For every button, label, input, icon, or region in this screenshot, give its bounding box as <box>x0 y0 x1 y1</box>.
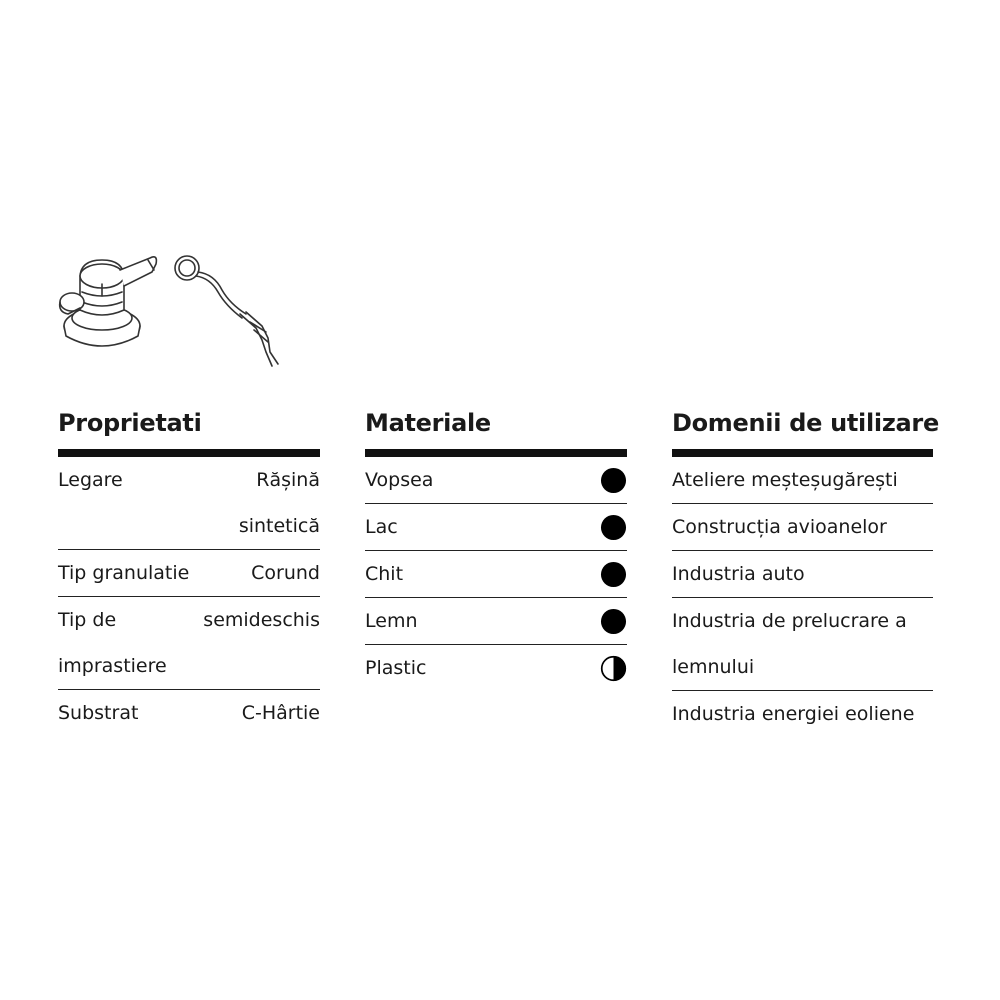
property-value: Rășină sintetică <box>238 469 320 537</box>
properties-heading-rule <box>58 449 320 457</box>
property-key: Legare <box>58 469 123 491</box>
material-row <box>365 645 627 691</box>
material-row <box>365 551 627 598</box>
property-value: C-Hârtie <box>241 702 320 724</box>
material-label: Chit <box>365 563 404 585</box>
half-circle-icon <box>600 655 627 682</box>
domain-item: Construcția avioanelor <box>672 504 933 551</box>
properties-heading: Proprietati <box>58 409 202 437</box>
domains-heading: Domenii de utilizare <box>672 409 939 437</box>
materials-heading-rule <box>365 449 627 457</box>
property-value: semideschis <box>203 609 320 631</box>
filled-circle-icon <box>600 467 627 494</box>
material-row <box>365 504 627 551</box>
domains-section <box>672 408 939 737</box>
property-row-grain <box>58 550 320 597</box>
property-value: Corund <box>251 562 320 584</box>
orbital-sander-icon <box>60 257 157 346</box>
material-label: Lac <box>365 516 398 538</box>
materials-section <box>365 408 627 691</box>
sanding-disc-icon <box>175 256 278 366</box>
filled-circle-icon <box>600 514 627 541</box>
properties-section <box>58 408 320 736</box>
material-row <box>365 457 627 504</box>
materials-heading: Materiale <box>365 409 491 437</box>
domain-item: Industria energiei eoliene <box>672 703 915 725</box>
property-key: Tip de imprastiere <box>58 609 167 677</box>
property-key: Substrat <box>58 702 139 724</box>
property-row-substrate <box>58 690 320 736</box>
material-label: Lemn <box>365 610 418 632</box>
domains-heading-rule <box>672 449 933 457</box>
property-key: Tip granulatie <box>58 562 190 584</box>
domain-item: Industria de prelucrare a lemnului <box>672 598 933 691</box>
domain-item: Ateliere meșteșugărești <box>672 457 933 504</box>
tool-illustrations <box>50 248 290 378</box>
property-row-spread <box>58 597 320 690</box>
material-label: Plastic <box>365 657 427 679</box>
filled-circle-icon <box>600 608 627 635</box>
filled-circle-icon <box>600 561 627 588</box>
domain-item: Industria auto <box>672 551 933 598</box>
material-row <box>365 598 627 645</box>
property-row-binding <box>58 457 320 550</box>
material-label: Vopsea <box>365 469 434 491</box>
